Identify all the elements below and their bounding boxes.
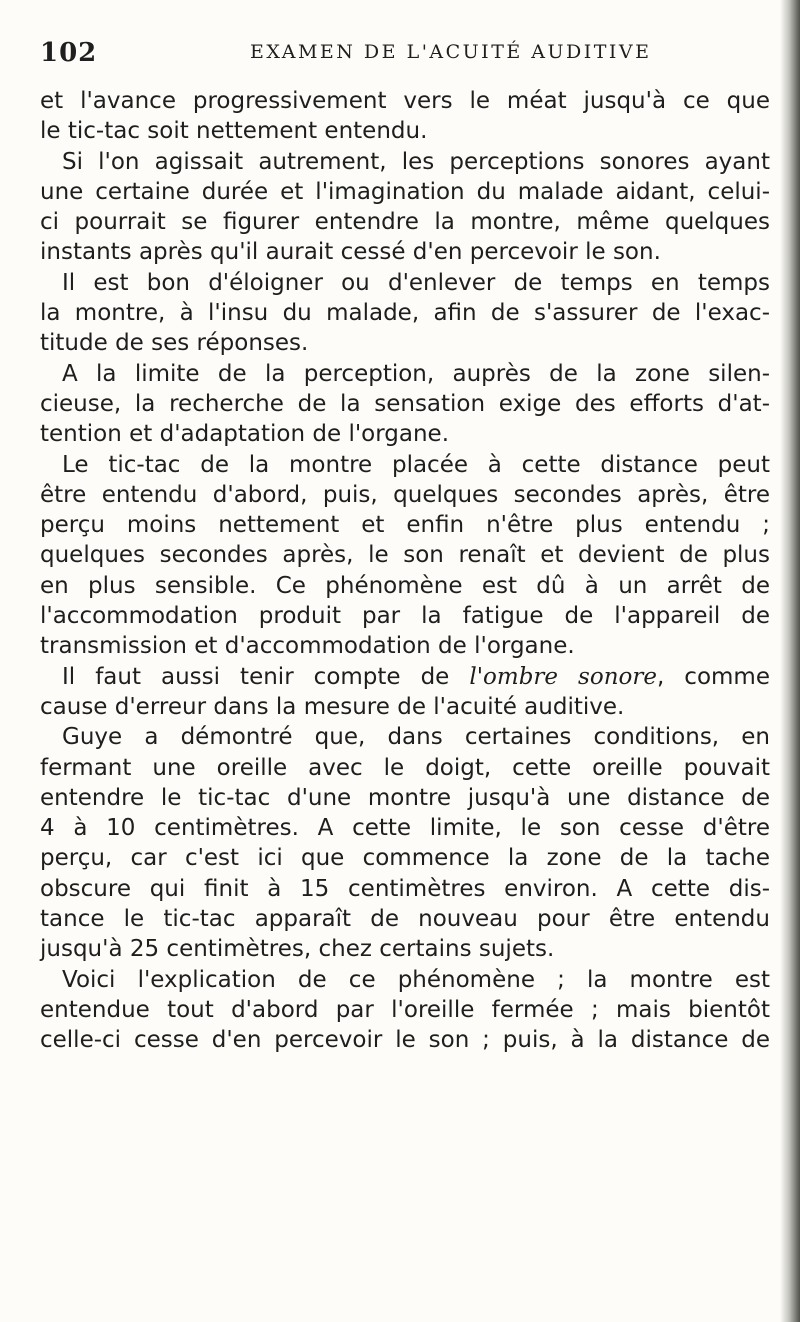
text-line: titude de ses réponses. [40,330,309,357]
text-line: Le tic-tac de la montre placée à cette distance peut [62,451,770,478]
text-line: entendre le tic-tac d'une montre jusqu'à une distance de [40,784,770,811]
body-text [40,86,770,1056]
text-line: cause d'erreur dans la mesure de l'acuité auditive. [40,693,625,720]
text-line [40,662,770,692]
text-line: entendue tout d'abord par l'oreille fermée ; mais bientôt [40,996,770,1023]
text-line: la montre, à l'insu du malade, afin de s'assurer de l'exac- [40,300,770,327]
text-line: tance le tic-tac apparaît de nouveau pour être entendu [40,906,770,933]
text-line: être entendu d'abord, puis, quelques secondes après, être [40,481,770,508]
text-line: A la limite de la perception, auprès de la zone silen- [62,360,770,387]
text-line: ci pourrait se figurer entendre la montre, même quelques [40,209,770,236]
italic-term: l'ombre sonore [469,663,657,690]
text-line: 4 à 10 centimètres. A cette limite, le son cesse d'être [40,815,770,842]
text-line: en plus sensible. Ce phénomène est dû à un arrêt de [40,572,770,599]
running-title: EXAMEN DE L'ACUITÉ AUDITIVE [250,41,652,63]
text-line: obscure qui finit à 15 centimètres environ. A cette dis- [40,875,770,902]
text-line: Guye a démontré que, dans certaines conditions, en [62,724,770,751]
text-line: et l'avance progressivement vers le méat jusqu'à ce que [40,88,770,114]
text-line: instants après qu'il aurait cessé d'en percevoir le son. [40,239,661,266]
text-line: fermant une oreille avec le doigt, cette oreille pouvait [40,754,770,781]
page-edge-shadow [780,0,800,1322]
text-line: perçu, car c'est ici que commence la zone de la tache [40,845,770,872]
text-line: cieuse, la recherche de la sensation exige des efforts d'at- [40,390,770,417]
page-number: 102 [40,38,98,68]
text-line: Il est bon d'éloigner ou d'enlever de temps en temps [62,269,770,296]
text-run: , comme [656,663,770,690]
text-line: une certaine durée et l'imagination du malade aidant, celui- [40,178,770,205]
text-line: quelques secondes après, le son renaît et devient de plus [40,542,770,569]
text-line: tention et d'adaptation de l'organe. [40,421,450,448]
text-line: jusqu'à 25 centimètres, chez certains sujets. [40,936,555,963]
text-line: le tic-tac soit nettement entendu. [40,118,428,145]
text-line: Si l'on agissait autrement, les perceptions sonores ayant [62,148,770,175]
text-line: transmission et d'accommodation de l'organe. [40,633,575,660]
text-line: celle-ci cesse d'en percevoir le son ; puis, à la distance de [40,1027,770,1054]
text-line: perçu moins nettement et enfin n'être plus entendu ; [40,512,770,539]
text-line: Voici l'explication de ce phénomène ; la montre est [62,966,770,993]
text-run: Il faut aussi tenir compte de [62,663,470,690]
text-line: l'accommodation produit par la fatigue de l'appareil de [40,603,770,630]
running-head [40,38,770,78]
